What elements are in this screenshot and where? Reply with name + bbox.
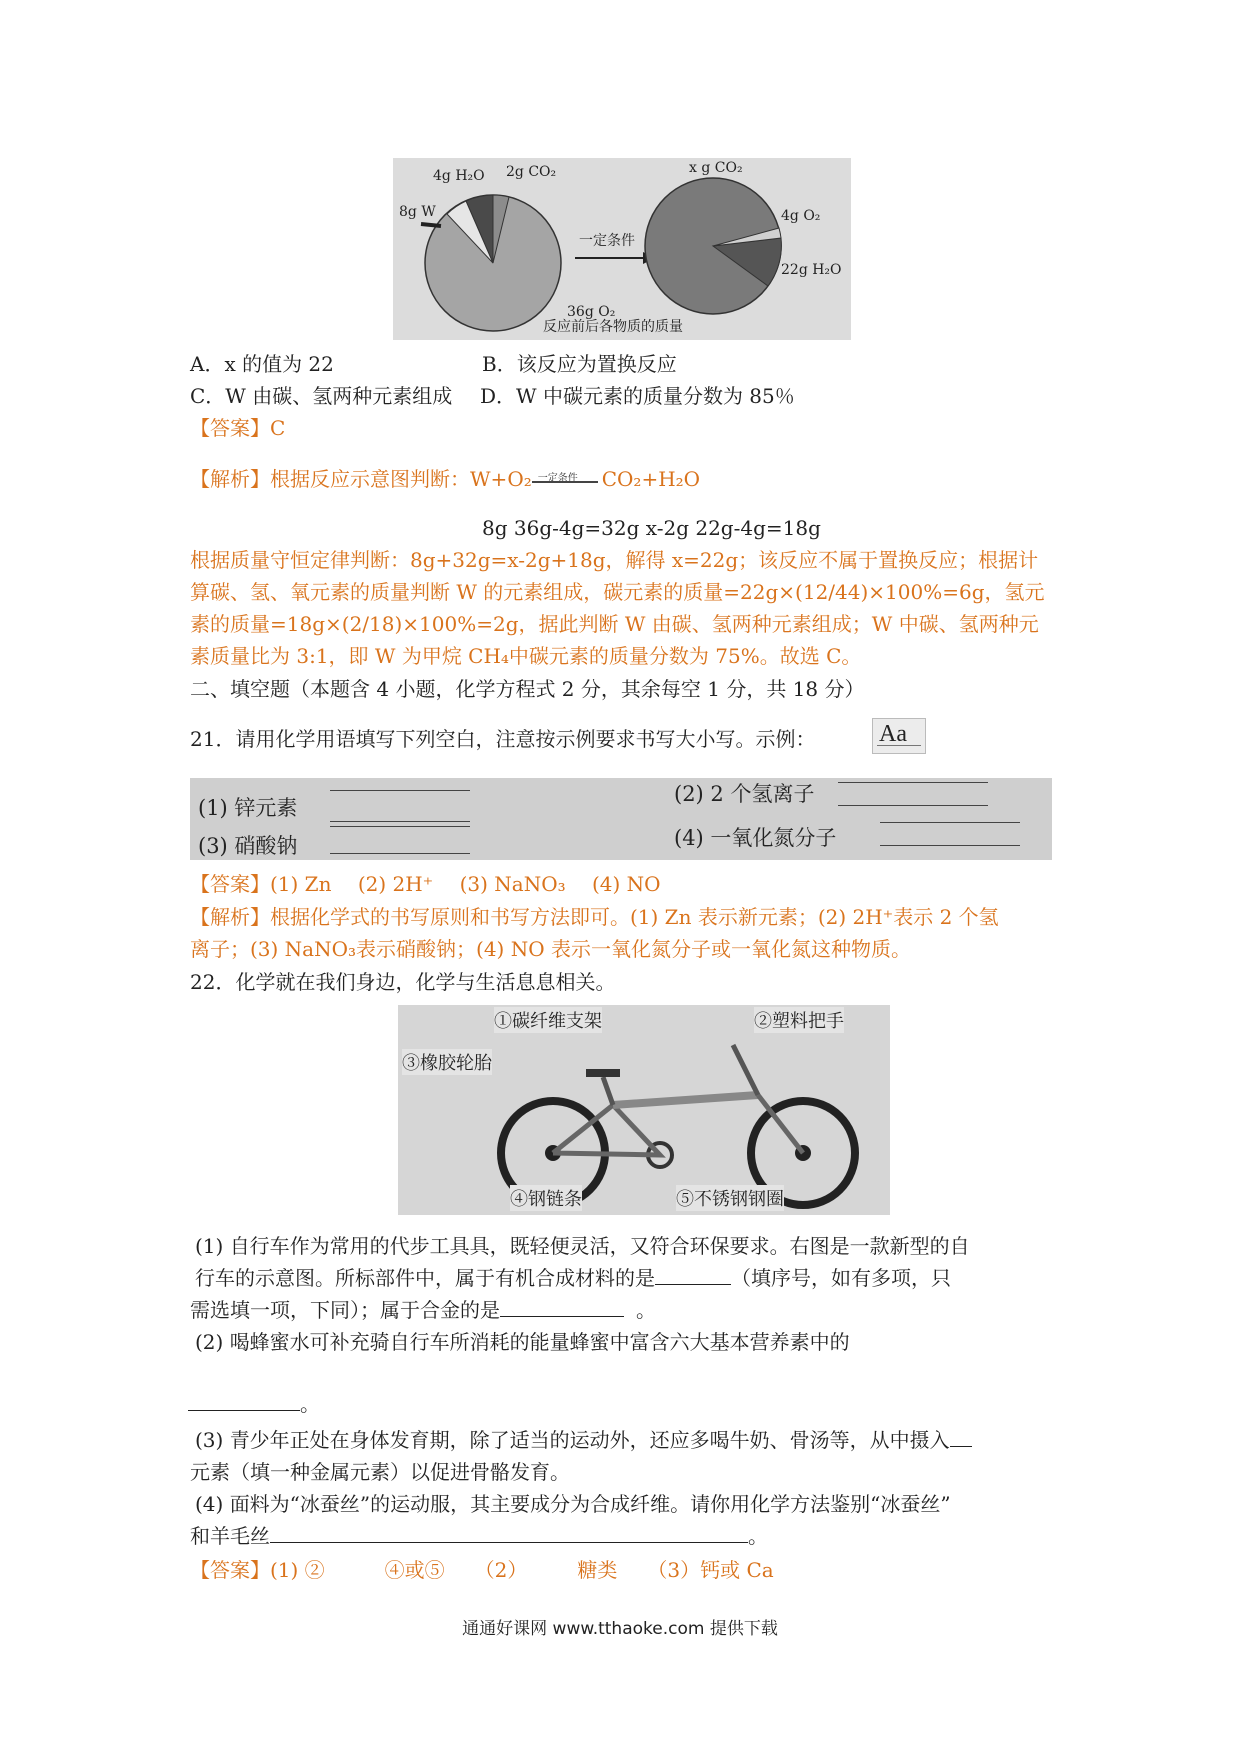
option-d: D．W 中碳元素的质量分数为 85％ [480,384,795,408]
option-c: C．W 由碳、氢两种元素组成 [190,384,453,408]
pie-label-o2-after: 4g O₂ [781,208,821,224]
q22-p2-blank-line [188,1390,320,1418]
q21-blanks-photo [190,778,1052,860]
bicycle-photo [398,1005,890,1215]
q22-blank-element [950,1428,972,1447]
q22-p1-end: 。 [636,1298,656,1322]
reaction-pie-figure [393,158,851,340]
q21-stem: 21．请用化学用语填写下列空白，注意按示例要求书写大小写。示例： [190,727,816,751]
q21-example: Aa [879,721,907,747]
option-a: A．x 的值为 22 [190,352,334,376]
section-heading: 二、填空题（本题含 4 小题，化学方程式 2 分，其余每空 1 分，共 18 分） [190,677,865,701]
q20-answer: 【答案】C [190,416,286,440]
q21-item-1: (1) 锌元素 [198,796,298,820]
pie-label-w: 8g W [399,204,436,220]
q21-item-3: (3) 硝酸钠 [198,834,298,858]
q21-blank-2 [838,782,988,806]
q22-blank-identify [270,1524,748,1543]
page-footer: 通通好课网 www.tthaoke.com 提供下载 [462,1619,778,1639]
q22-blank-organic [655,1266,731,1285]
q22-blank-nutrient [188,1392,300,1411]
option-b: B．该反应为置换反应 [482,352,677,376]
q22-p1-text2: （填序号，如有多项，只 [731,1266,951,1290]
q21-example-box [872,718,926,754]
q22-p3-line1 [195,1426,972,1454]
q20-analysis-head [190,465,700,493]
q21-blank-4 [880,822,1020,846]
q21-item-2: (2) 2 个氢离子 [674,782,815,806]
q22-p3-line2: 元素（填一种金属元素）以促进骨骼发育。 [190,1460,570,1484]
q20-analysis-line-1: 根据质量守恒定律判断：8g+32g=x-2g+18g，解得 x=22g；该反应不属于置换反应；根据计 [190,548,1039,572]
q22-p1-line3 [190,1296,656,1324]
q22-p2-end: 。 [300,1392,320,1416]
q22-blank-alloy [500,1298,624,1317]
q21-item-4: (4) 一氧化氮分子 [674,826,837,850]
q22-stem: 22．化学就在我们身边，化学与生活息息相关。 [190,970,616,994]
q22-p1-text3: 需选填一项，下同）；属于合金的是 [190,1298,500,1322]
q22-p4-line2 [190,1522,768,1550]
q22-p4-text: 和羊毛丝 [190,1524,270,1548]
bike-label-1: ①碳纤维支架 [494,1007,602,1033]
q20-analysis-line-4: 素质量比为 3:1，即 W 为甲烷 CH₄中碳元素的质量分数为 75%。故选 C。 [190,644,862,668]
q22-p4-end: 。 [748,1524,768,1548]
pie-label-co2-before: 2g CO₂ [506,164,557,180]
pie-label-co2-after: x g CO₂ [689,160,743,176]
q22-p2: (2) 喝蜂蜜水可补充骑自行车所消耗的能量蜂蜜中富含六大基本营养素中的 [195,1330,850,1354]
pie-figure-caption: 反应前后各物质的质量 [543,319,683,335]
q20-masses: 8g 36g-4g=32g x-2g 22g-4g=18g [482,516,821,540]
bike-label-4: ④钢链条 [510,1185,582,1211]
q21-blank-3 [330,826,470,854]
q21-blank-1 [330,790,470,822]
pie-label-o2-before: 36g O₂ [567,304,616,320]
q22-p1-line2 [195,1264,951,1292]
pie-label-h2o-before: 4g H₂O [433,168,485,184]
q21-answer: 【答案】(1) Zn (2) 2H⁺ (3) NaNO₃ (4) NO [190,872,661,896]
reaction-arrow [532,471,602,491]
arrow-condition-label: 一定条件 [579,233,635,249]
q21-analysis-2: 离子；(3) NaNO₃表示硝酸钠；(4) NO 表示一氧化氮分子或一氧化氮这种物质。 [190,937,911,961]
q22-p1-line1: (1) 自行车作为常用的代步工具具，既轻便灵活，又符合环保要求。右图是一款新型的自 [195,1234,970,1258]
q22-p1-text: 行车的示意图。所标部件中，属于有机合成材料的是 [195,1266,655,1290]
q22-answer: 【答案】(1) ② ④或⑤ （2） 糖类 （3）钙或 Ca [190,1558,774,1582]
q22-p4-line1: (4) 面料为“冰蚕丝”的运动服，其主要成分为合成纤维。请你用化学方法鉴别“冰蚕丝” [195,1492,951,1516]
pie-label-h2o-after: 22g H₂O [781,262,842,278]
bike-label-5: ⑤不锈钢钢圈 [676,1185,784,1211]
q20-analysis-text: 【解析】根据反应示意图判断：W+O₂ [190,467,532,491]
q20-analysis-line-2: 算碳、氢、氧元素的质量判断 W 的元素组成，碳元素的质量=22g×(12/44)×100%=6g，氢元 [190,580,1045,604]
q21-analysis-1: 【解析】根据化学式的书写原则和书写方法即可。(1) Zn 表示新元素；(2) 2H⁺表示 2 个氢 [190,905,999,929]
q22-p3-text: (3) 青少年正处在身体发育期，除了适当的运动外，还应多喝牛奶、骨汤等，从中摄入 [195,1428,950,1452]
bike-label-3: ③橡胶轮胎 [402,1049,492,1075]
q20-analysis-line-3: 素的质量=18g×(2/18)×100%=2g，据此判断 W 由碳、氢两种元素组成；W 中碳、氢两种元 [190,612,1039,636]
bike-label-2: ②塑料把手 [754,1007,844,1033]
reaction-condition: 一定条件 [537,472,578,484]
reaction-products: CO₂+H₂O [601,467,701,491]
